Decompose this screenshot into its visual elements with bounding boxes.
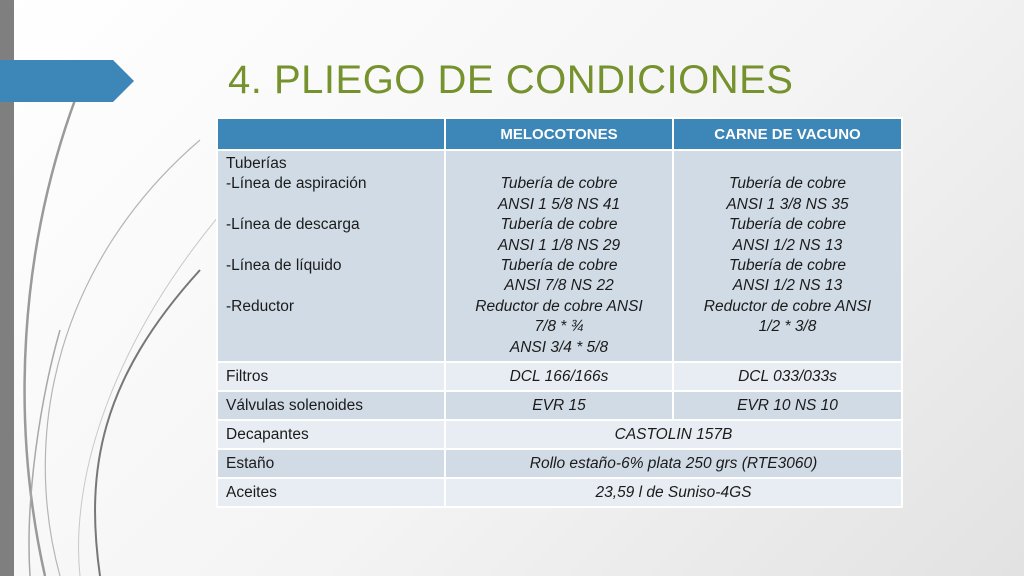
table-row-filtros — [217, 362, 902, 391]
cell-line: ANSI 1/2 NS 13 — [732, 236, 843, 254]
header-carne-de-vacuno: CARNE DE VACUNO — [673, 118, 902, 150]
row-label: Filtros — [217, 362, 445, 391]
sub-item-descarga: -Línea de descarga — [226, 216, 360, 234]
row-label: Aceites — [217, 478, 445, 507]
cell-line: ANSI 7/8 NS 22 — [504, 277, 614, 295]
cell-line: Reductor de cobre ANSI — [475, 297, 643, 315]
tuberias-label: Tuberías — [226, 155, 287, 172]
row-label: Decapantes — [217, 420, 445, 449]
header-melocotones: MELOCOTONES — [445, 118, 673, 150]
conditions-table — [216, 117, 903, 508]
cell-line: 1/2 * 3/8 — [758, 318, 817, 336]
sub-item-liquido: -Línea de líquido — [226, 257, 342, 274]
table-row-aceites — [217, 478, 902, 507]
table-row-tuberias — [217, 150, 902, 362]
cell-line: Tubería de cobre — [729, 257, 846, 274]
cell-carne: EVR 10 NS 10 — [673, 391, 902, 420]
header-blank-cell — [217, 118, 445, 150]
cell-line: ANSI 3/4 * 5/8 — [509, 338, 609, 356]
tuberias-melocotones-cell — [445, 150, 673, 362]
row-label: Estaño — [217, 449, 445, 478]
cell-line: ANSI 1 3/8 NS 35 — [726, 195, 849, 213]
slide-title: 4. PLIEGO DE CONDICIONES — [228, 58, 794, 102]
cell-melocotones: EVR 15 — [445, 391, 673, 420]
cell-shared: CASTOLIN 157B — [445, 420, 902, 449]
cell-line: ANSI 1/2 NS 13 — [732, 277, 843, 295]
sub-item-aspiracion: -Línea de aspiración — [226, 175, 367, 193]
cell-shared: 23,59 l de Suniso-4GS — [445, 478, 902, 507]
table-row-decapantes — [217, 420, 902, 449]
title-arrow-marker — [0, 60, 134, 102]
cell-line: Tubería de cobre — [500, 256, 618, 274]
tuberias-label-cell — [217, 150, 445, 362]
cell-line: Reductor de cobre ANSI — [703, 297, 872, 315]
cell-line: Tubería de cobre — [500, 216, 618, 234]
sub-item-reductor: -Reductor — [226, 297, 295, 315]
cell-shared: Rollo estaño-6% plata 250 grs (RTE3060) — [445, 449, 902, 478]
table-header-row — [217, 118, 902, 150]
cell-line: ANSI 1 5/8 NS 41 — [497, 195, 621, 213]
tuberias-carne-cell — [673, 150, 902, 362]
cell-line: Tubería de cobre — [729, 175, 846, 193]
row-label: Válvulas solenoides — [217, 391, 445, 420]
cell-melocotones: DCL 166/166s — [445, 362, 673, 391]
cell-line: Tubería de cobre — [729, 216, 846, 234]
cell-line: Tubería de cobre — [500, 175, 618, 193]
table-row-estano — [217, 449, 902, 478]
cell-line: ANSI 1 1/8 NS 29 — [497, 236, 621, 254]
cell-line: 7/8 * ¾ — [534, 318, 584, 336]
cell-carne: DCL 033/033s — [673, 362, 902, 391]
table-row-valvulas — [217, 391, 902, 420]
